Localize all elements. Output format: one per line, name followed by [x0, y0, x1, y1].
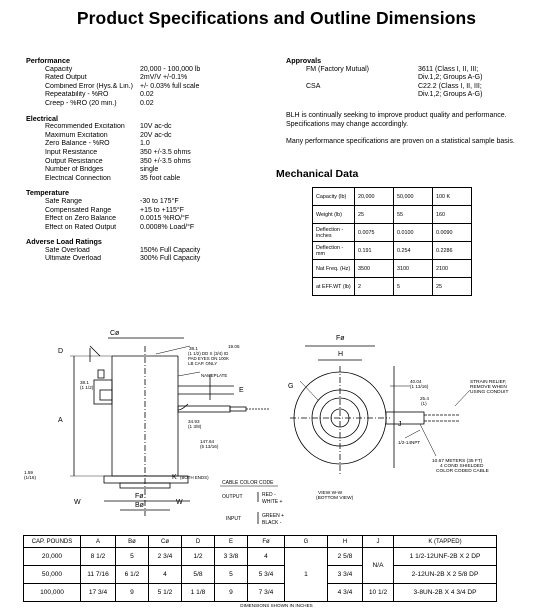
- approval-org: FM (Factory Mutual): [306, 65, 370, 73]
- spec-label: Capacity: [45, 65, 73, 73]
- mechanical-data-table: [312, 187, 472, 296]
- table-header-cell: E: [215, 536, 248, 548]
- pad-note: (1 1/2) DD X (3/4) ID: [188, 351, 229, 356]
- table-cell: 4: [149, 566, 182, 584]
- table-cell: 55: [394, 206, 433, 224]
- electrical-heading: Electrical: [26, 113, 58, 123]
- spec-row: [26, 166, 276, 175]
- spec-label: Zero Balance - %RO: [45, 140, 110, 148]
- spec-row: [26, 158, 276, 167]
- dim-14764-in-label: (5 13/16): [200, 444, 219, 449]
- pad-note-2: PAD EYES ON 100K: [188, 356, 229, 361]
- dim-4004-in-label: (1 13/16): [410, 384, 429, 389]
- statistical-note: Many performance specifications are proven on a statistical sample basis.: [286, 138, 515, 146]
- blh-note: BLH is continually seeking to improve product quality and performance. Specifications may change accordingly.: [286, 111, 507, 128]
- table-cell: 20,000: [355, 188, 394, 206]
- spec-value: 300% Full Capacity: [140, 255, 201, 263]
- side-view: [70, 338, 270, 516]
- dim-e-label: E: [239, 387, 244, 394]
- dim-w-right-label: W: [176, 499, 183, 506]
- table-row: [313, 242, 472, 260]
- spec-row: [26, 66, 276, 75]
- approvals-column: [286, 57, 536, 147]
- spec-value: 10V ac-dc: [140, 123, 172, 131]
- table-cell: 5 3/4: [248, 566, 285, 584]
- k-both-ends-label: (BOTH ENDS): [180, 475, 209, 480]
- table-row: [24, 566, 497, 584]
- table-cell: 1 1/8: [182, 584, 215, 602]
- table-row: [24, 584, 497, 602]
- outline-drawing: [0, 326, 553, 534]
- table-row: [24, 548, 497, 566]
- table-header-cell: CAP. POUNDS: [24, 536, 81, 548]
- table-cell: 3 3/4: [328, 566, 363, 584]
- table-row: [313, 278, 472, 296]
- table-cell: at EFF.WT (lb): [313, 278, 355, 296]
- spec-value: 0.02: [140, 99, 154, 107]
- table-cell: 0.0075: [355, 224, 394, 242]
- cable-note-3: COLOR CODED CABLE: [436, 469, 489, 474]
- npt-label: 1/2-14NPT: [398, 440, 421, 445]
- table-cell: 7 3/4: [248, 584, 285, 602]
- approval-class: Div.1,2; Groups A-G): [418, 91, 483, 99]
- table-cell: 0.0100: [394, 224, 433, 242]
- dim-bo-label: Bø: [135, 502, 144, 509]
- approvals-heading: Approvals: [286, 56, 322, 65]
- table-header-cell: H: [328, 536, 363, 548]
- approval-org: CSA: [306, 82, 321, 90]
- spec-label: Ultimate Overload: [45, 255, 102, 263]
- table-cell: 6 1/2: [116, 566, 149, 584]
- spec-row: [26, 198, 276, 207]
- dim-1905-label: 19.05: [228, 344, 240, 349]
- table-cell: 0.191: [355, 242, 394, 260]
- dim-381b-label: 38.1: [80, 380, 89, 385]
- table-header-cell: Fø: [248, 536, 285, 548]
- table-cell: 5: [215, 566, 248, 584]
- view-label: VIEW W-W: [318, 491, 343, 496]
- spec-row: [26, 175, 276, 184]
- spec-value: 0.0008% Load/°F: [140, 223, 195, 231]
- spec-value: 350 +/-3.5 ohms: [140, 148, 191, 156]
- spec-label: Effect on Rated Output: [45, 223, 117, 231]
- nameplate-label: NAMEPLATE: [201, 373, 228, 378]
- table-cell: 5/8: [182, 566, 215, 584]
- table-cell: 0.254: [394, 242, 433, 260]
- table-header-cell: Bø: [116, 536, 149, 548]
- spec-label: Recommended Excitation: [45, 123, 125, 131]
- table-cell: 5: [394, 278, 433, 296]
- table-cell: 20,000: [24, 548, 81, 566]
- dim-j-label: J: [398, 421, 402, 428]
- table-cell: Deflection - inches: [313, 224, 355, 242]
- dim-254-label: 25.4: [420, 396, 429, 401]
- table-cell: Deflection - mm: [313, 242, 355, 260]
- page-title: Product Specifications and Outline Dimensions: [76, 8, 477, 28]
- spec-label: Maximum Excitation: [45, 131, 108, 139]
- table-cell: 3-8UN-2B X 4 3/4 DP: [394, 584, 497, 602]
- approval-class: C22.2 (Class I, II, III;: [418, 82, 482, 90]
- table-cell: 17 3/4: [81, 584, 116, 602]
- spec-value: single: [140, 166, 159, 174]
- table-cell: 4: [248, 548, 285, 566]
- spec-row: [26, 255, 276, 264]
- approval-row: [286, 83, 536, 92]
- spec-value: 2mV/V +/-0.1%: [140, 74, 188, 82]
- spec-label: Repeatability - %RO: [45, 91, 109, 99]
- temperature-heading: Temperature: [26, 188, 70, 198]
- spec-value: 1.0: [140, 140, 150, 148]
- table-cell: 10 1/2: [363, 584, 394, 602]
- table-header-cell: G: [285, 536, 328, 548]
- pad-note-3: LB CAP. ONLY: [188, 361, 218, 366]
- table-cell: 3 3/8: [215, 548, 248, 566]
- table-cell: 25: [433, 278, 472, 296]
- table-cell: 1 1/2-12UNF-2B X 2 DP: [394, 548, 497, 566]
- table-cell: 8 1/2: [81, 548, 116, 566]
- strain-relief-note-2: REMOVE WHEN: [470, 385, 507, 390]
- dim-159-label: 1.59: [24, 470, 33, 475]
- cable-color-code-title: CABLE COLOR CODE: [222, 480, 274, 486]
- spec-label: Safe Range: [45, 197, 82, 205]
- table-cell: Nat Freq. (Hz): [313, 260, 355, 278]
- adverse-load-section: [26, 238, 276, 264]
- spec-value: 0.02: [140, 91, 154, 99]
- table-cell: 0.2286: [433, 242, 472, 260]
- dim-h-label: H: [338, 351, 344, 358]
- table-cell: 2 5/8: [328, 548, 363, 566]
- dim-w-left-label: W: [74, 499, 81, 506]
- table-cell: Capacity (lb): [313, 188, 355, 206]
- dim-g-label: G: [288, 383, 294, 390]
- table-cell: 5 1/2: [149, 584, 182, 602]
- dim-381b-in-label: (1 1/2): [80, 385, 94, 390]
- dim-3493-label: 34.93: [188, 419, 200, 424]
- table-row: [313, 188, 472, 206]
- red-label: RED -: [262, 492, 276, 498]
- dimensions-note: DIMENSIONS SHOWN IN INCHES: [240, 603, 313, 608]
- table-cell: 100 K: [433, 188, 472, 206]
- mechanical-data-title: Mechanical Data: [276, 168, 359, 180]
- approval-class: Div.1,2; Groups A-G): [418, 74, 483, 82]
- adverse-load-heading: Adverse Load Ratings: [26, 237, 102, 247]
- spec-label: Electrical Connection: [45, 174, 111, 182]
- cable-note: 10.67 METERS (35 FT): [432, 459, 483, 464]
- spec-row: [26, 132, 276, 141]
- table-cell: 11 7/16: [81, 566, 116, 584]
- spec-value: 35 foot cable: [140, 174, 181, 182]
- approval-row: [286, 91, 536, 100]
- dim-14764-label: 147.64: [200, 439, 215, 444]
- table-header-row: [24, 536, 497, 548]
- spec-value: 20V ac-dc: [140, 131, 172, 139]
- dim-381-label: 38.1: [189, 346, 198, 351]
- table-row: [313, 206, 472, 224]
- table-header-cell: A: [81, 536, 116, 548]
- dim-k-label: K: [172, 474, 177, 481]
- table-cell: N/A: [363, 548, 394, 584]
- temperature-section: [26, 189, 276, 232]
- approval-class: 3611 (Class I, II, III;: [418, 65, 479, 73]
- table-cell: 160: [433, 206, 472, 224]
- dim-159-in-label: (1/16): [24, 475, 37, 480]
- dim-3493-in-label: (1 3/8): [188, 424, 202, 429]
- spec-value: 350 +/-3.5 ohms: [140, 157, 191, 165]
- table-header-cell: K (TAPPED): [394, 536, 497, 548]
- table-cell: 4 3/4: [328, 584, 363, 602]
- table-cell: 3500: [355, 260, 394, 278]
- spec-row: [26, 100, 276, 109]
- strain-relief-note: STRAIN RELIEF,: [470, 380, 507, 385]
- table-cell: 1/2: [182, 548, 215, 566]
- dim-a-label: A: [58, 417, 63, 424]
- electrical-section: [26, 115, 276, 184]
- spec-label: Compensated Range: [45, 206, 112, 214]
- table-row: [313, 224, 472, 242]
- spec-value: +15 to +115°F: [140, 206, 184, 214]
- spec-row: [26, 247, 276, 256]
- dim-254-in-label: (1): [421, 401, 427, 406]
- table-cell: 50,000: [24, 566, 81, 584]
- spec-row: [26, 207, 276, 216]
- spec-label: Safe Overload: [45, 246, 90, 254]
- cable-note-2: 4 COND SHIELDED: [440, 464, 484, 469]
- table-cell: 9: [215, 584, 248, 602]
- green-label: GREEN +: [262, 513, 285, 519]
- strain-relief-note-3: USING CONDUIT: [470, 390, 509, 395]
- dim-fo-bottom-label: Fø: [336, 335, 345, 342]
- performance-heading: Performance: [26, 56, 70, 65]
- spec-label: Rated Output: [45, 74, 87, 82]
- output-label: OUTPUT: [222, 494, 243, 500]
- spec-row: [26, 149, 276, 158]
- spec-value: 0.0015 %RO/°F: [140, 215, 190, 223]
- spec-column: [26, 57, 276, 270]
- table-cell: 2100: [433, 260, 472, 278]
- spec-label: Effect on Zero Balance: [45, 215, 117, 223]
- table-cell: 2 3/4: [149, 548, 182, 566]
- table-cell: 25: [355, 206, 394, 224]
- performance-section: [26, 57, 276, 109]
- black-label: BLACK -: [262, 520, 282, 526]
- dim-d-label: D: [58, 348, 64, 355]
- view-sub-label: (BOTTOM VIEW): [316, 496, 354, 501]
- approval-row: [286, 74, 536, 83]
- spec-label: Input Resistance: [45, 148, 98, 156]
- table-cell: 3100: [394, 260, 433, 278]
- dimensions-table: [23, 535, 497, 602]
- white-label: WHITE +: [262, 499, 283, 505]
- spec-row: [26, 123, 276, 132]
- table-cell: Weight (lb): [313, 206, 355, 224]
- spec-row: [26, 224, 276, 233]
- table-cell: 50,000: [394, 188, 433, 206]
- input-label: INPUT: [226, 516, 241, 522]
- table-cell: 100,000: [24, 584, 81, 602]
- table-cell: 9: [116, 584, 149, 602]
- table-cell: 2-12UN-2B X 2 5/8 DP: [394, 566, 497, 584]
- spec-row: [26, 215, 276, 224]
- table-header-cell: J: [363, 536, 394, 548]
- table-cell: 2: [355, 278, 394, 296]
- spec-row: [26, 83, 276, 92]
- spec-value: 150% Full Capacity: [140, 246, 201, 254]
- spec-row: [26, 74, 276, 83]
- approval-row: [286, 66, 536, 75]
- spec-value: -30 to 175°F: [140, 197, 179, 205]
- dim-4004-label: 40.04: [410, 379, 422, 384]
- table-cell: 0.0090: [433, 224, 472, 242]
- spec-value: 20,000 - 100,000 lb: [140, 65, 201, 73]
- dim-fo-label: Fø: [135, 493, 144, 500]
- dim-co-label: Cø: [110, 330, 120, 337]
- spec-label: Creep - %RO (20 min.): [45, 99, 117, 107]
- bottom-view: [290, 346, 470, 476]
- spec-row: [26, 140, 276, 149]
- table-row: [313, 260, 472, 278]
- spec-label: Output Resistance: [45, 157, 103, 165]
- table-header-cell: D: [182, 536, 215, 548]
- table-header-cell: Cø: [149, 536, 182, 548]
- spec-value: +/- 0.03% full scale: [140, 82, 200, 90]
- spec-row: [26, 91, 276, 100]
- spec-label: Number of Bridges: [45, 166, 104, 174]
- table-cell: 5: [116, 548, 149, 566]
- spec-label: Combined Error (Hys.& Lin.): [45, 82, 133, 90]
- table-cell: 1: [285, 548, 328, 602]
